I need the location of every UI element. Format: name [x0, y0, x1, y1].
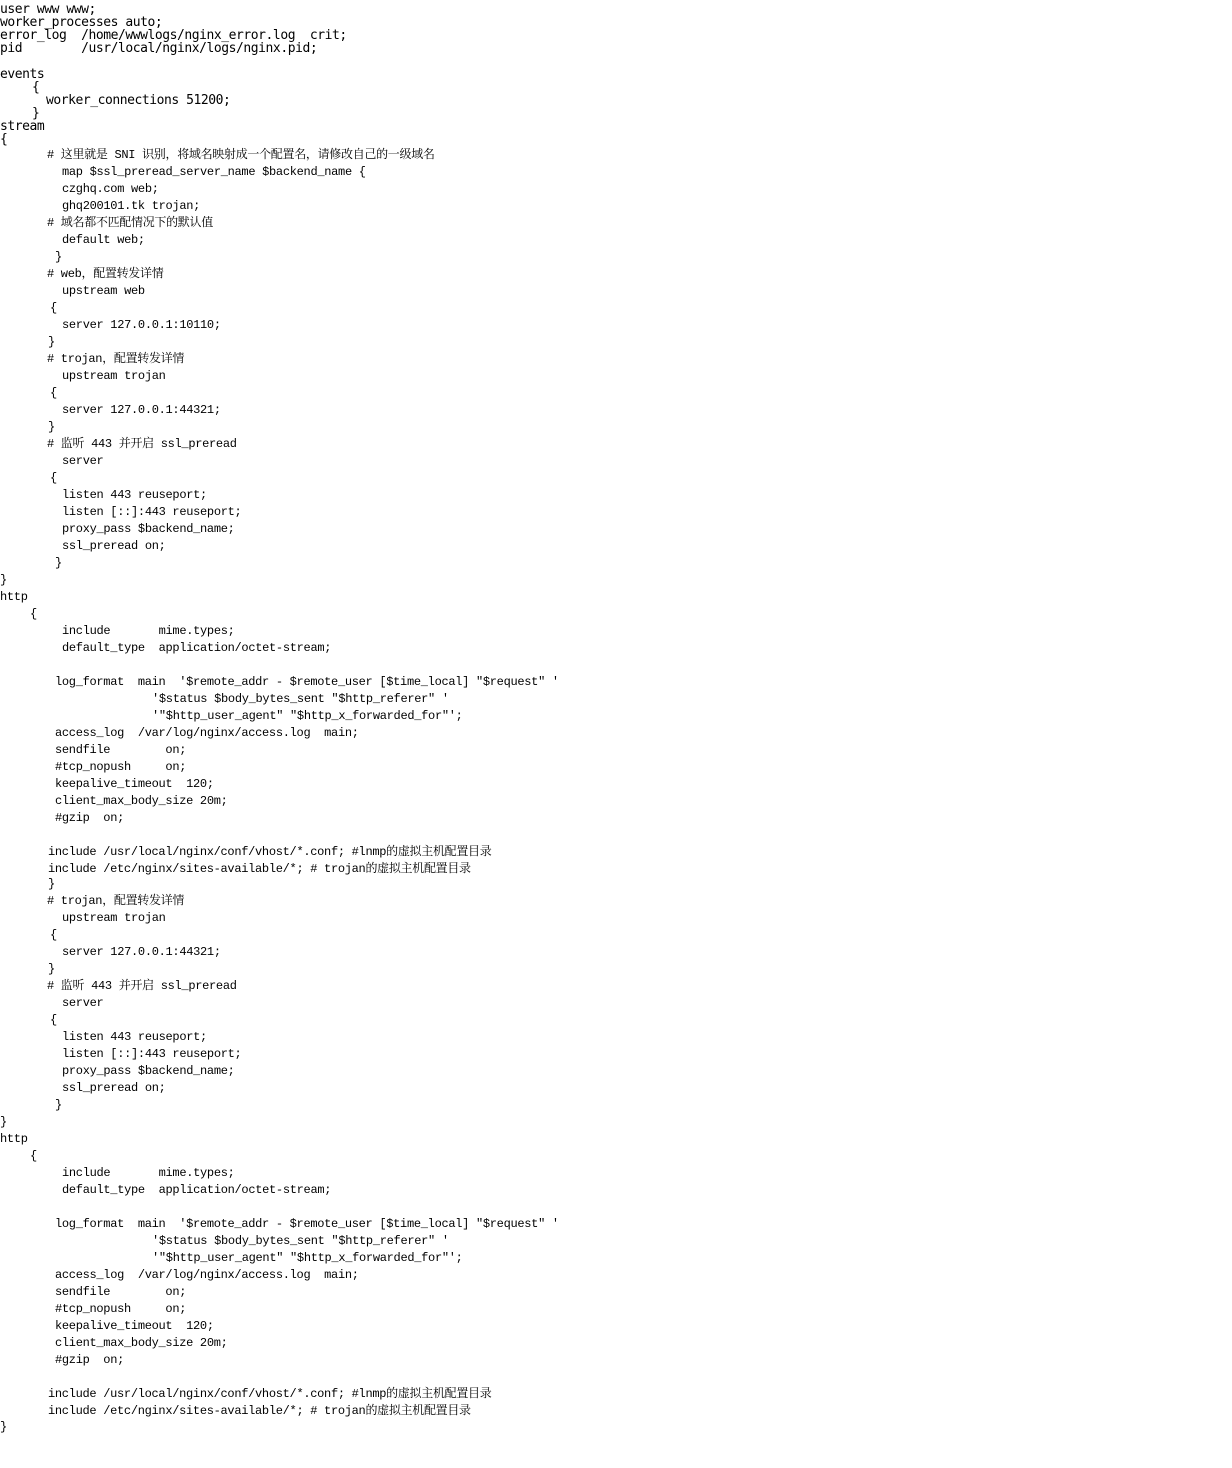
config-line: '"$http_user_agent" "$http_x_forwarded_for"'; [152, 709, 463, 723]
config-line: #gzip on; [55, 1353, 125, 1367]
config-line: events [0, 67, 45, 82]
config-line: server 127.0.0.1:10110; [62, 318, 221, 332]
config-line: upstream trojan [62, 911, 166, 925]
config-line: } [48, 335, 55, 349]
config-line: include mime.types; [62, 1166, 235, 1180]
config-line: { [32, 80, 40, 95]
config-line: stream [0, 119, 45, 134]
config-line: access_log /var/log/nginx/access.log main; [55, 1268, 359, 1282]
config-line: proxy_pass $backend_name; [62, 1064, 235, 1078]
config-line: server 127.0.0.1:44321; [62, 945, 221, 959]
config-line: include /usr/local/nginx/conf/vhost/*.conf; #lnmp的虚拟主机配置目录 [48, 1387, 492, 1401]
config-line: # 监听 443 并开启 ssl_preread [47, 979, 237, 993]
config-line: server 127.0.0.1:44321; [62, 403, 221, 417]
config-line: #tcp_nopush on; [55, 1302, 187, 1316]
config-line: { [30, 1149, 37, 1163]
config-line: sendfile on; [55, 1285, 187, 1299]
config-line: default web; [62, 233, 145, 247]
config-line: '$status $body_bytes_sent "$http_referer" ' [152, 1234, 449, 1248]
config-line: } [55, 1098, 62, 1112]
config-line: upstream trojan [62, 369, 166, 383]
config-line: default_type application/octet-stream; [62, 641, 332, 655]
config-line: map $ssl_preread_server_name $backend_name { [62, 165, 366, 179]
config-line: default_type application/octet-stream; [62, 1183, 332, 1197]
config-line: czghq.com web; [62, 182, 159, 196]
config-line: } [0, 573, 7, 587]
config-line: http [0, 590, 28, 604]
config-line: error_log /home/wwwlogs/nginx_error.log crit; [0, 28, 347, 43]
config-line: ghq200101.tk trojan; [62, 199, 201, 213]
config-line: pid /usr/local/nginx/logs/nginx.pid; [0, 41, 318, 56]
config-line: access_log /var/log/nginx/access.log main; [55, 726, 359, 740]
config-line: proxy_pass $backend_name; [62, 522, 235, 536]
config-line: } [48, 962, 55, 976]
config-line: sendfile on; [55, 743, 187, 757]
config-line: # 域名都不匹配情况下的默认值 [47, 216, 213, 230]
config-line: { [50, 928, 57, 942]
config-line: user www www; [0, 2, 96, 17]
config-line: # 监听 443 并开启 ssl_preread [47, 437, 237, 451]
config-line: upstream web [62, 284, 145, 298]
config-line: worker_connections 51200; [46, 93, 231, 108]
config-line: } [55, 250, 62, 264]
config-line: listen [::]:443 reuseport; [62, 505, 242, 519]
config-line: { [50, 386, 57, 400]
config-line: #gzip on; [55, 811, 125, 825]
config-line: { [50, 1013, 57, 1027]
config-line: log_format main '$remote_addr - $remote_user [$time_local] "$request" ' [55, 675, 559, 689]
config-line: server [62, 454, 104, 468]
config-line: # trojan，配置转发详情 [47, 894, 185, 908]
config-line: { [50, 471, 57, 485]
config-line: keepalive_timeout 120; [55, 1319, 214, 1333]
config-line: listen 443 reuseport; [62, 488, 207, 502]
config-line: worker_processes auto; [0, 15, 163, 30]
config-line: include /usr/local/nginx/conf/vhost/*.conf; #lnmp的虚拟主机配置目录 [48, 845, 492, 859]
config-line: { [50, 301, 57, 315]
config-line: } [48, 877, 55, 891]
config-line: } [32, 106, 40, 121]
config-line: log_format main '$remote_addr - $remote_user [$time_local] "$request" ' [55, 1217, 559, 1231]
config-line: '$status $body_bytes_sent "$http_referer" ' [152, 692, 449, 706]
config-line: '"$http_user_agent" "$http_x_forwarded_for"'; [152, 1251, 463, 1265]
config-line: server [62, 996, 104, 1010]
config-line: } [0, 1420, 7, 1434]
config-line: ssl_preread on; [62, 539, 166, 553]
config-line: } [0, 1115, 7, 1129]
config-line: # 这里就是 SNI 识别，将域名映射成一个配置名，请修改自己的一级域名 [47, 148, 435, 162]
config-line: { [0, 132, 8, 147]
config-line: listen [::]:443 reuseport; [62, 1047, 242, 1061]
config-line: # trojan，配置转发详情 [47, 352, 185, 366]
config-line: include /etc/nginx/sites-available/*; # trojan的虚拟主机配置目录 [48, 1404, 471, 1418]
config-line: # web，配置转发详情 [47, 267, 164, 281]
config-line: } [48, 420, 55, 434]
config-line: #tcp_nopush on; [55, 760, 187, 774]
config-line: client_max_body_size 20m; [55, 794, 228, 808]
config-line: client_max_body_size 20m; [55, 1336, 228, 1350]
config-line: } [55, 556, 62, 570]
config-line: keepalive_timeout 120; [55, 777, 214, 791]
config-line: ssl_preread on; [62, 1081, 166, 1095]
config-line: http [0, 1132, 28, 1146]
config-line: listen 443 reuseport; [62, 1030, 207, 1044]
config-line: { [30, 607, 37, 621]
config-line: include mime.types; [62, 624, 235, 638]
config-line: include /etc/nginx/sites-available/*; # trojan的虚拟主机配置目录 [48, 862, 471, 876]
